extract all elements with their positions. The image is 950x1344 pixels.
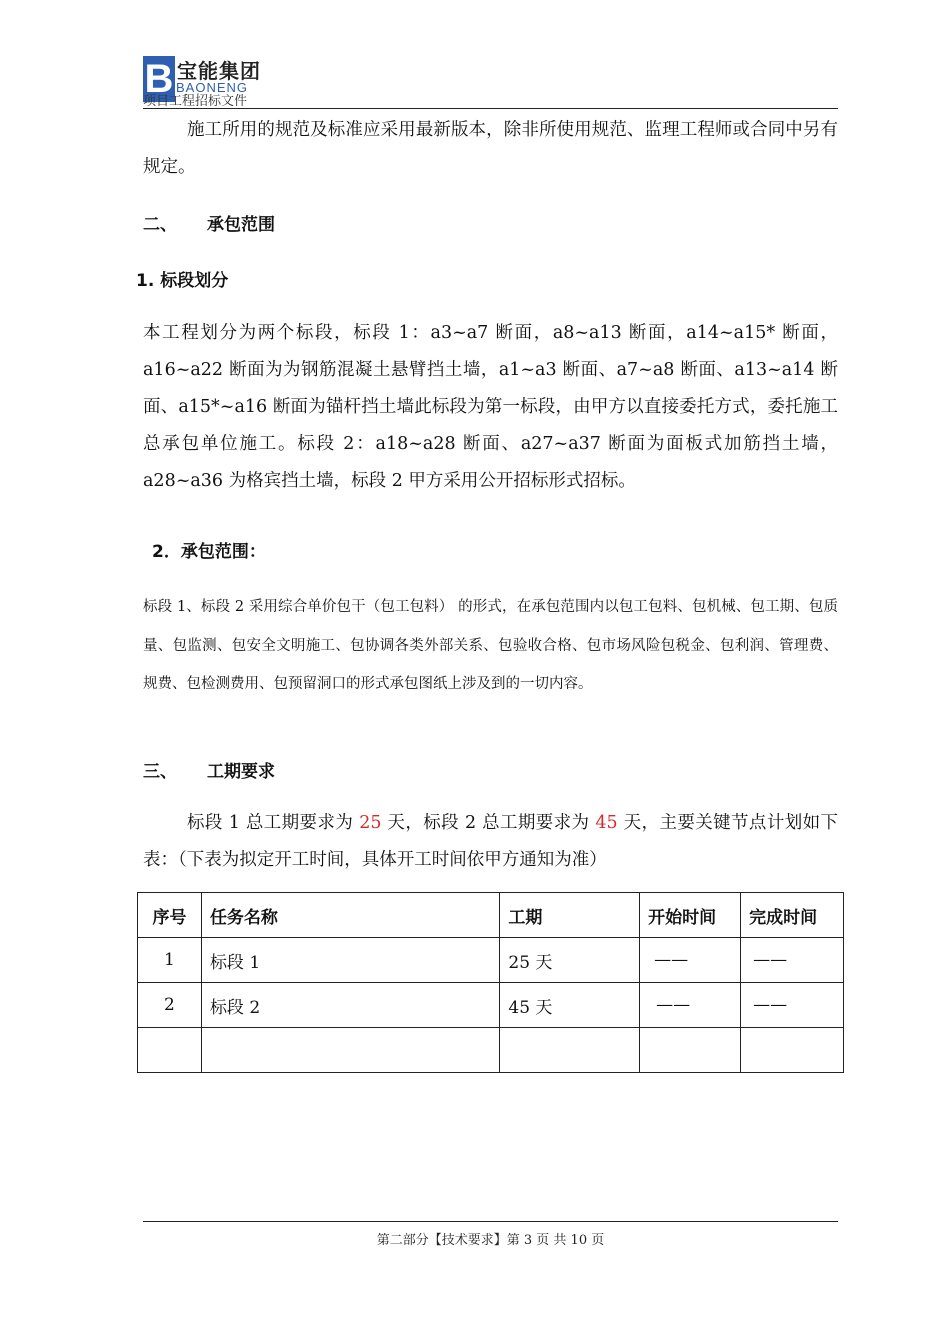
table-cell <box>500 1028 640 1073</box>
table-cell: 1 <box>138 938 202 983</box>
schedule-table <box>137 892 844 1073</box>
section-3-number: 三、 <box>143 762 177 782</box>
table-cell: 45 天 <box>500 983 640 1028</box>
table-cell: —— <box>640 938 741 983</box>
company-name: 宝能集团 <box>177 59 261 83</box>
section-2-number: 二、 <box>143 215 177 235</box>
table-row <box>138 983 844 1028</box>
table-row <box>138 938 844 983</box>
section-3-title: 工期要求 <box>207 762 275 782</box>
schedule-text-part2: 天，标段 2 总工期要求为 <box>381 813 596 833</box>
col-header-end: 完成时间 <box>741 893 844 938</box>
section-2-title: 承包范围 <box>207 215 275 235</box>
subsection-1-title: 1. 标段划分 <box>136 271 229 291</box>
intro-paragraph: 施工所用的规范及标准应采用最新版本，除非所使用规范、监理工程师或合同中另有规定。 <box>143 120 838 177</box>
document-subtitle: 项目工程招标文件 <box>143 94 248 109</box>
company-name-en: BAONENG <box>176 80 249 95</box>
table-cell: —— <box>741 938 844 983</box>
table-cell: —— <box>640 983 741 1028</box>
table-cell: 标段 2 <box>201 983 499 1028</box>
company-logo-icon: B <box>144 57 174 101</box>
col-header-duration: 工期 <box>500 893 640 938</box>
col-header-index: 序号 <box>138 893 202 938</box>
table-cell <box>741 1028 844 1073</box>
table-cell <box>640 1028 741 1073</box>
subsection-2-title: 2．承包范围： <box>152 542 266 562</box>
table-cell <box>201 1028 499 1073</box>
table-cell: 2 <box>138 983 202 1028</box>
schedule-text-part3: 天，主要关键节点计划如下表：（下表为拟定开工时间，具体开工时间依甲方通知为准） <box>143 813 839 870</box>
col-header-task: 任务名称 <box>201 893 499 938</box>
section-2-heading <box>143 210 275 235</box>
col-header-start: 开始时间 <box>640 893 741 938</box>
schedule-days-2: 45 <box>595 813 618 833</box>
table-row <box>138 1028 844 1073</box>
table-cell: 标段 1 <box>201 938 499 983</box>
page-header <box>143 52 838 109</box>
section-3-heading <box>143 757 275 782</box>
table-header-row <box>138 893 844 938</box>
footer-divider <box>143 1221 838 1222</box>
subsection-2-text: 标段 1、标段 2 采用综合单价包干（包工包料） 的形式，在承包范围内以包工包料、包机械、包工期、包质量、包监测、包安全文明施工、包协调各类外部关系、包验收合格、包市场风险包税金、包利润、管理费、规费、包检测费用、包预留洞口的形式承包图纸上涉及到的一切内容。 <box>143 599 838 692</box>
page-footer: 第二部分【技术要求】第 3 页 共 10 页 <box>376 1233 605 1248</box>
subsection-1-text: 本工程划分为两个标段，标段 1：a3~a7 断面，a8~a13 断面，a14~a15* 断面，a16~a22 断面为为钢筋混凝土悬臂挡土墙，a1~a3 断面、a7~a8 断面、a13~a14 断面、a15*~a16 断面为锚杆挡土墙此标段为第一标段，由甲方以直接委托方式，委托施工总承包单位施工。标段 2：a18~a28 断面、a27~a37 断面为面板式加筋挡土墙，a28~a36 为格宾挡土墙，标段 2 甲方采用公开招标形式招标。 <box>143 323 838 491</box>
schedule-days-1: 25 <box>359 813 382 833</box>
table-cell <box>138 1028 202 1073</box>
table-cell: 25 天 <box>500 938 640 983</box>
schedule-paragraph <box>143 805 838 879</box>
table-cell: —— <box>741 983 844 1028</box>
schedule-text-part1: 标段 1 总工期要求为 <box>187 813 360 833</box>
